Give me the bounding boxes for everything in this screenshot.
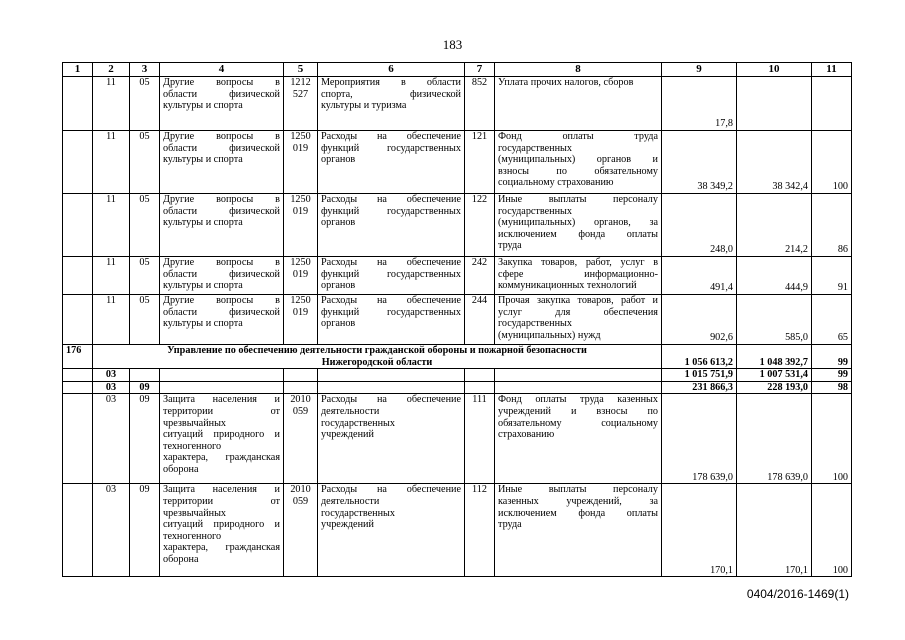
- cell-subsection-name-line: области физической: [163, 88, 280, 100]
- cell-expense-name-line: (муниципальных) нужд: [498, 329, 601, 341]
- cell-expense-name: [495, 77, 662, 131]
- cell-target-name-line: органов: [321, 280, 356, 292]
- cell-expense-name-line: услуг для обеспечения: [498, 306, 658, 318]
- cell-subsection-name: [160, 77, 284, 131]
- cell-plan: 38 349,2: [662, 131, 737, 194]
- empty-cell: [318, 381, 465, 394]
- cell-target-code-line: 019: [292, 205, 309, 217]
- cell-expense-name-line: коммуникационных технологий: [498, 280, 637, 292]
- cell-col1: [63, 131, 93, 194]
- cell-subsection-name: [160, 131, 284, 194]
- department-title: [93, 345, 662, 369]
- cell-target-name-line: Расходы на обеспечение: [321, 295, 461, 306]
- cell-expense-name-line: Фонд оплаты труда казенных: [498, 394, 658, 406]
- cell-subsection-name-line: ситуаций природного и: [163, 519, 280, 531]
- cell-col1: [63, 369, 93, 382]
- header-cell-7: 7: [465, 63, 495, 77]
- section-code: 03: [93, 369, 130, 382]
- cell-target-name-line: функций государственных: [321, 205, 461, 217]
- cell-expense-name: [495, 484, 662, 577]
- cell-subsection: 09: [130, 484, 160, 577]
- subsection-code: 09: [130, 381, 160, 394]
- cell-target-name: [318, 394, 465, 484]
- cell-expense-name-line: государственных: [498, 205, 572, 217]
- cell-target-code-line: 2010: [290, 394, 311, 406]
- cell-expense-name-line: труда: [498, 519, 522, 531]
- cell-percent: 100: [812, 394, 852, 484]
- empty-cell: [318, 369, 465, 382]
- section-actual: 1 007 531,4: [737, 369, 812, 382]
- cell-actual: 444,9: [737, 257, 812, 295]
- header-row: [63, 63, 852, 77]
- cell-subsection-name-line: Другие вопросы в: [163, 257, 280, 268]
- cell-expense-name-line: Закупка товаров, работ, услуг в: [498, 257, 658, 268]
- cell-target-code: [284, 295, 318, 345]
- department-title-line: Нижегородской области: [321, 356, 433, 368]
- table-row: [63, 394, 852, 484]
- cell-target-code-line: 527: [292, 88, 309, 100]
- cell-expense-name: [495, 394, 662, 484]
- table-row: [63, 131, 852, 194]
- cell-target-name-line: органов: [321, 318, 356, 330]
- cell-target-name: [318, 77, 465, 131]
- cell-subsection-name-line: территории от: [163, 495, 280, 507]
- cell-target-name: [318, 194, 465, 257]
- cell-plan: 170,1: [662, 484, 737, 577]
- cell-expense-name-line: обязательному социальному: [498, 417, 658, 429]
- cell-target-name-line: Расходы на обеспечение: [321, 394, 461, 406]
- cell-actual: 214,2: [737, 194, 812, 257]
- cell-percent: 86: [812, 194, 852, 257]
- cell-target-name-line: органов: [321, 217, 356, 229]
- cell-subsection-name-line: области физической: [163, 268, 280, 280]
- cell-expense-name-line: страхованию: [498, 429, 555, 441]
- empty-cell: [284, 369, 318, 382]
- cell-section: 11: [93, 295, 130, 345]
- cell-subsection-name-line: культуры и спорта: [163, 154, 243, 166]
- cell-subsection-name-line: чрезвычайных: [163, 507, 227, 519]
- cell-target-name-line: деятельности: [321, 495, 380, 507]
- cell-percent: 65: [812, 295, 852, 345]
- subsection-actual: 228 193,0: [737, 381, 812, 394]
- department-title-line: Управление по обеспечению деятельности гражданской обороны и пожарной безопасности: [167, 345, 587, 356]
- header-cell-4: 4: [160, 63, 284, 77]
- cell-subsection: 05: [130, 295, 160, 345]
- cell-subsection: 09: [130, 394, 160, 484]
- department-plan: 1 056 613,2: [662, 345, 737, 369]
- cell-expense-name-line: Уплата прочих налогов, сборов: [498, 77, 634, 88]
- cell-target-name: [318, 131, 465, 194]
- cell-target-name-line: функций государственных: [321, 142, 461, 154]
- header-cell-5: 5: [284, 63, 318, 77]
- cell-expense-type: 121: [465, 131, 495, 194]
- subsection-section-code: 03: [93, 381, 130, 394]
- cell-expense-name-line: социальному страхованию: [498, 177, 614, 189]
- cell-section: 11: [93, 257, 130, 295]
- subsection-plan: 231 866,3: [662, 381, 737, 394]
- cell-target-name-line: государственных: [321, 507, 395, 519]
- table-row: [63, 194, 852, 257]
- cell-target-name-line: учреждений: [321, 429, 374, 441]
- cell-subsection-name-line: характера, гражданская: [163, 452, 280, 464]
- header-cell-3: 3: [130, 63, 160, 77]
- cell-subsection-name-line: культуры и спорта: [163, 100, 243, 112]
- table-row: [63, 295, 852, 345]
- cell-target-name-line: Мероприятия в области: [321, 77, 461, 88]
- cell-col1: [63, 194, 93, 257]
- cell-expense-type: 244: [465, 295, 495, 345]
- cell-expense-name: [495, 194, 662, 257]
- cell-expense-name-line: казенных учреждений, за: [498, 495, 658, 507]
- cell-expense-name-line: сфере информационно-: [498, 268, 658, 280]
- cell-subsection-name-line: культуры и спорта: [163, 217, 243, 229]
- subsection-row: [63, 381, 852, 394]
- empty-cell: [465, 381, 495, 394]
- page-number: 183: [442, 37, 463, 52]
- cell-subsection: 05: [130, 77, 160, 131]
- cell-plan: 17,8: [662, 77, 737, 131]
- header-cell-1: 1: [63, 63, 93, 77]
- department-actual: 1 048 392,7: [737, 345, 812, 369]
- cell-subsection-name-line: Другие вопросы в: [163, 295, 280, 306]
- cell-target-code-line: 1250: [290, 194, 311, 205]
- cell-subsection-name-line: Защита населения и: [163, 394, 280, 406]
- cell-expense-name-line: исключением фонда оплаты: [498, 228, 658, 240]
- cell-target-code-line: 2010: [290, 484, 311, 496]
- cell-col1: [63, 484, 93, 577]
- cell-target-code-line: 059: [292, 495, 309, 507]
- empty-cell: [130, 369, 160, 382]
- cell-expense-name-line: (муниципальных) органов, за: [498, 217, 658, 229]
- cell-subsection-name-line: техногенного: [163, 530, 222, 542]
- header-cell-11: 11: [812, 63, 852, 77]
- cell-subsection-name-line: культуры и спорта: [163, 280, 243, 292]
- cell-subsection-name-line: области физической: [163, 205, 280, 217]
- budget-table: [62, 62, 852, 577]
- header-cell-6: 6: [318, 63, 465, 77]
- cell-expense-name-line: взносы по обязательному: [498, 165, 658, 177]
- cell-target-code-line: 1250: [290, 295, 311, 306]
- cell-target-code-line: 1250: [290, 131, 311, 142]
- cell-actual: [737, 77, 812, 131]
- department-percent: 99: [812, 345, 852, 369]
- header-cell-10: 10: [737, 63, 812, 77]
- cell-plan: 178 639,0: [662, 394, 737, 484]
- cell-target-name-line: спорта, физической: [321, 88, 461, 100]
- cell-section: 11: [93, 194, 130, 257]
- cell-target-code-line: 019: [292, 268, 309, 280]
- cell-subsection-name-line: оборона: [163, 553, 199, 565]
- table-row: [63, 77, 852, 131]
- cell-target-name: [318, 484, 465, 577]
- cell-target-code: [284, 131, 318, 194]
- cell-section: 11: [93, 77, 130, 131]
- cell-subsection-name-line: ситуаций природного и: [163, 429, 280, 441]
- cell-target-code: [284, 394, 318, 484]
- empty-cell: [284, 381, 318, 394]
- cell-target-name-line: Расходы на обеспечение: [321, 484, 461, 496]
- cell-subsection-name-line: чрезвычайных: [163, 417, 227, 429]
- cell-subsection-name-line: области физической: [163, 306, 280, 318]
- cell-target-code-line: 019: [292, 306, 309, 318]
- empty-cell: [495, 381, 662, 394]
- cell-expense-name-line: Фонд оплаты труда: [498, 131, 658, 142]
- cell-expense-type: 242: [465, 257, 495, 295]
- cell-subsection: 05: [130, 257, 160, 295]
- cell-col1: [63, 394, 93, 484]
- cell-subsection-name-line: оборона: [163, 463, 199, 475]
- cell-section: 11: [93, 131, 130, 194]
- department-row: [63, 345, 852, 369]
- cell-expense-type: 112: [465, 484, 495, 577]
- document-code: 0404/2016-1469(1): [746, 587, 849, 601]
- cell-percent: [812, 77, 852, 131]
- cell-expense-type: 122: [465, 194, 495, 257]
- cell-plan: 902,6: [662, 295, 737, 345]
- cell-col1: [63, 295, 93, 345]
- cell-target-name-line: функций государственных: [321, 306, 461, 318]
- cell-subsection-name-line: культуры и спорта: [163, 318, 243, 330]
- cell-subsection-name: [160, 484, 284, 577]
- cell-subsection-name-line: характера, гражданская: [163, 542, 280, 554]
- cell-target-code: [284, 484, 318, 577]
- cell-target-code: [284, 194, 318, 257]
- cell-section: 03: [93, 394, 130, 484]
- header-cell-2: 2: [93, 63, 130, 77]
- cell-subsection-name: [160, 194, 284, 257]
- cell-expense-type: 111: [465, 394, 495, 484]
- empty-cell: [160, 369, 284, 382]
- section-row: [63, 369, 852, 382]
- cell-subsection-name-line: Другие вопросы в: [163, 194, 280, 205]
- cell-percent: 100: [812, 484, 852, 577]
- cell-subsection-name-line: территории от: [163, 405, 280, 417]
- cell-subsection: 05: [130, 194, 160, 257]
- cell-plan: 491,4: [662, 257, 737, 295]
- empty-cell: [495, 369, 662, 382]
- cell-col1: [63, 381, 93, 394]
- cell-actual: 38 342,4: [737, 131, 812, 194]
- cell-expense-name-line: Иные выплаты персоналу: [498, 484, 658, 496]
- cell-subsection-name-line: техногенного: [163, 440, 222, 452]
- cell-target-name-line: функций государственных: [321, 268, 461, 280]
- cell-expense-name-line: исключением фонда оплаты: [498, 507, 658, 519]
- cell-plan: 248,0: [662, 194, 737, 257]
- cell-subsection-name-line: области физической: [163, 142, 280, 154]
- cell-target-name-line: Расходы на обеспечение: [321, 257, 461, 268]
- cell-target-name-line: Расходы на обеспечение: [321, 131, 461, 142]
- cell-actual: 170,1: [737, 484, 812, 577]
- cell-actual: 178 639,0: [737, 394, 812, 484]
- empty-cell: [160, 381, 284, 394]
- cell-target-name-line: культуры и туризма: [321, 100, 407, 112]
- department-code: 176: [63, 345, 93, 369]
- cell-subsection-name: [160, 394, 284, 484]
- cell-expense-type: 852: [465, 77, 495, 131]
- cell-subsection-name-line: Защита населения и: [163, 484, 280, 496]
- header-cell-9: 9: [662, 63, 737, 77]
- cell-target-code: [284, 257, 318, 295]
- cell-expense-name: [495, 257, 662, 295]
- cell-target-code-line: 1212: [290, 77, 311, 88]
- cell-expense-name-line: труда: [498, 240, 522, 252]
- cell-target-code-line: 059: [292, 405, 309, 417]
- cell-percent: 91: [812, 257, 852, 295]
- empty-cell: [465, 369, 495, 382]
- cell-target-name-line: учреждений: [321, 519, 374, 531]
- cell-subsection-name: [160, 257, 284, 295]
- cell-actual: 585,0: [737, 295, 812, 345]
- cell-col1: [63, 257, 93, 295]
- cell-subsection-name-line: Другие вопросы в: [163, 77, 280, 88]
- cell-subsection-name-line: Другие вопросы в: [163, 131, 280, 142]
- cell-expense-name-line: государственных: [498, 318, 572, 330]
- cell-target-name-line: Расходы на обеспечение: [321, 194, 461, 205]
- table-row: [63, 257, 852, 295]
- cell-col1: [63, 77, 93, 131]
- cell-subsection-name: [160, 295, 284, 345]
- table-row: [63, 484, 852, 577]
- cell-target-name-line: органов: [321, 154, 356, 166]
- cell-expense-name-line: (муниципальных) органов и: [498, 154, 658, 166]
- cell-target-name: [318, 257, 465, 295]
- cell-target-code-line: 019: [292, 142, 309, 154]
- header-cell-8: 8: [495, 63, 662, 77]
- subsection-percent: 98: [812, 381, 852, 394]
- cell-target-name: [318, 295, 465, 345]
- cell-target-code-line: 1250: [290, 257, 311, 268]
- cell-expense-name-line: учреждений и взносы по: [498, 405, 658, 417]
- cell-percent: 100: [812, 131, 852, 194]
- cell-target-name-line: государственных: [321, 417, 395, 429]
- cell-expense-name: [495, 295, 662, 345]
- cell-expense-name-line: государственных: [498, 142, 572, 154]
- cell-expense-name-line: Иные выплаты персоналу: [498, 194, 658, 205]
- section-plan: 1 015 751,9: [662, 369, 737, 382]
- cell-section: 03: [93, 484, 130, 577]
- section-percent: 99: [812, 369, 852, 382]
- cell-target-code: [284, 77, 318, 131]
- cell-subsection: 05: [130, 131, 160, 194]
- cell-target-name-line: деятельности: [321, 405, 380, 417]
- cell-expense-name: [495, 131, 662, 194]
- cell-expense-name-line: Прочая закупка товаров, работ и: [498, 295, 658, 306]
